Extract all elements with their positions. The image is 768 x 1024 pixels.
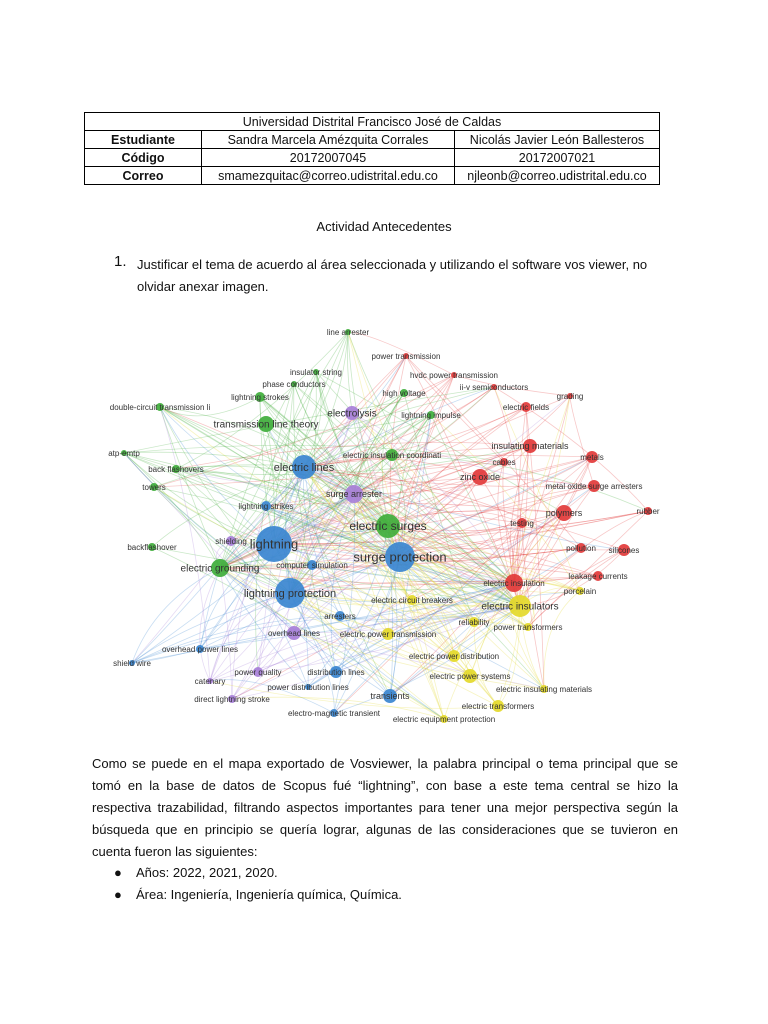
network-node-label: distribution lines — [307, 667, 365, 677]
row-label: Estudiante — [85, 131, 202, 149]
network-node-label: lightning protection — [243, 587, 337, 600]
network-node-label: cables — [492, 457, 516, 467]
network-node-label: line arrester — [326, 327, 370, 337]
network-node-label: power transmission — [371, 351, 441, 361]
network-node-label: electric grounding — [180, 563, 260, 575]
network-edge — [154, 487, 274, 544]
network-node-label: electric insulation — [483, 578, 545, 588]
network-node-label: zinc oxide — [459, 472, 501, 483]
network-node-label: electric power systems — [429, 671, 511, 681]
network-edge — [200, 568, 220, 681]
network-node-label: lightning impulse — [401, 410, 461, 420]
network-edge — [132, 616, 340, 663]
section-title: Actividad Antecedentes — [316, 219, 452, 234]
network-node-label: shielding — [215, 536, 247, 546]
network-node-label: testing — [510, 518, 534, 528]
network-node-label: direct lightning stroke — [194, 694, 270, 704]
network-node-label: double-circuit transmission li — [109, 402, 211, 412]
network-node-label: towers — [142, 482, 166, 492]
student-info-table — [84, 112, 660, 185]
network-node-label: transients — [370, 691, 410, 702]
network-node-label: power distribution lines — [267, 682, 349, 692]
list-item — [92, 862, 678, 884]
vosviewer-network-map — [108, 320, 668, 730]
network-node-label: grading — [556, 391, 584, 401]
network-node-label: ii-v semiconductors — [459, 382, 529, 392]
table-row — [85, 149, 660, 167]
list-item-text: Justificar el tema de acuerdo al área seleccionada y utilizando el software vos viewer, no olvidar anexar imagen. — [137, 257, 648, 294]
network-node-label: power transformers — [493, 622, 563, 632]
criteria-list — [92, 862, 678, 906]
student-2-email: njleonb@correo.udistrital.edu.co — [455, 167, 660, 185]
network-node-label: arresters — [324, 611, 356, 621]
student-2-name: Nicolás Javier León Ballesteros — [455, 131, 660, 149]
network-node-label: lightning — [249, 536, 299, 552]
network-node-label: electric power distribution — [408, 651, 500, 661]
table-row — [85, 131, 660, 149]
network-node-label: polymers — [545, 508, 583, 519]
table-row — [85, 167, 660, 185]
network-node-label: back flashovers — [148, 464, 204, 474]
network-node-label: electro-magnetic transient — [287, 708, 381, 718]
network-node-label: backflashover — [127, 542, 177, 552]
row-label: Código — [85, 149, 202, 167]
network-node-label: electric equipment protection — [392, 714, 496, 724]
network-node-label: electrolysis — [327, 408, 377, 420]
network-node-label: shield wire — [113, 658, 151, 668]
network-node-label: electric circuit breakers — [371, 595, 453, 605]
student-2-code: 20172007021 — [455, 149, 660, 167]
network-node-label: computer simulation — [276, 560, 348, 570]
network-node-label: transmission line theory — [213, 419, 319, 431]
student-1-name: Sandra Marcela Amézquita Corrales — [202, 131, 455, 149]
network-node-label: electric power transmission — [339, 629, 437, 639]
network-edge — [132, 616, 340, 663]
network-node-label: catenary — [194, 676, 226, 686]
network-node-label: lightning strikes — [238, 501, 294, 511]
student-1-email: smamezquitac@correo.udistrital.edu.co — [202, 167, 455, 185]
network-node-label: porcelain — [563, 586, 597, 596]
network-node-label: surge arrester — [325, 489, 383, 500]
network-node-label: reliability — [458, 617, 490, 627]
network-node-label: electric transformers — [461, 701, 535, 711]
list-item-number: 1. — [114, 253, 127, 270]
network-node-label: surge protection — [353, 549, 447, 565]
network-node-label: overhead power lines — [161, 644, 239, 654]
network-node-label: electric fields — [502, 402, 550, 412]
network-node-label: electric insulation coordinati — [342, 450, 442, 460]
network-node-label: rubber — [636, 506, 660, 516]
criteria-years: Años: 2022, 2021, 2020. — [136, 865, 278, 880]
network-node-label: high voltage — [382, 388, 426, 398]
network-node-label: silicones — [608, 545, 640, 555]
list-item — [92, 884, 678, 906]
network-node-label: atp-emtp — [108, 448, 140, 458]
bullet-icon: ● — [114, 887, 122, 902]
network-node-label: electric insulators — [481, 601, 559, 613]
table-header-row — [85, 113, 660, 131]
network-node-label: leakage currents — [568, 571, 628, 581]
bullet-icon: ● — [114, 865, 122, 880]
student-1-code: 20172007045 — [202, 149, 455, 167]
network-node-label: insulator string — [289, 367, 343, 377]
row-label: Correo — [85, 167, 202, 185]
network-node-label: metals — [580, 452, 604, 462]
network-node-label: phase conductors — [262, 379, 326, 389]
network-node-label: overhead lines — [267, 628, 321, 638]
network-node-label: electric insulating materials — [495, 684, 593, 694]
body-paragraph: Como se puede en el mapa exportado de Vosviewer, la palabra principal o tema principal que se tomó en la base de datos de Scopus fué “lightning”, con base a este tema central se hizo la respectiva trazabilidad, filtrando aspectos importantes para tener una mejor perspectiva según la búsqueda que en principio se quería lograr, algunas de las consideraciones que se tuvieron en cuenta fueron las siguientes: — [92, 756, 678, 859]
network-node-label: lightning strokes — [231, 392, 289, 402]
network-node-label: power quality — [234, 667, 282, 677]
network-node-label: hvdc power transmission — [409, 370, 499, 380]
criteria-area: Área: Ingeniería, Ingeniería química, Química. — [136, 887, 402, 902]
network-node-label: electric lines — [273, 461, 335, 474]
network-node-label: pollution — [566, 543, 596, 553]
network-node-label: metal oxide surge arresters — [545, 481, 643, 491]
network-node-label: electric surges — [349, 519, 427, 534]
network-node-label: insulating materials — [491, 441, 569, 452]
university-name: Universidad Distrital Francisco José de Caldas — [85, 113, 660, 131]
